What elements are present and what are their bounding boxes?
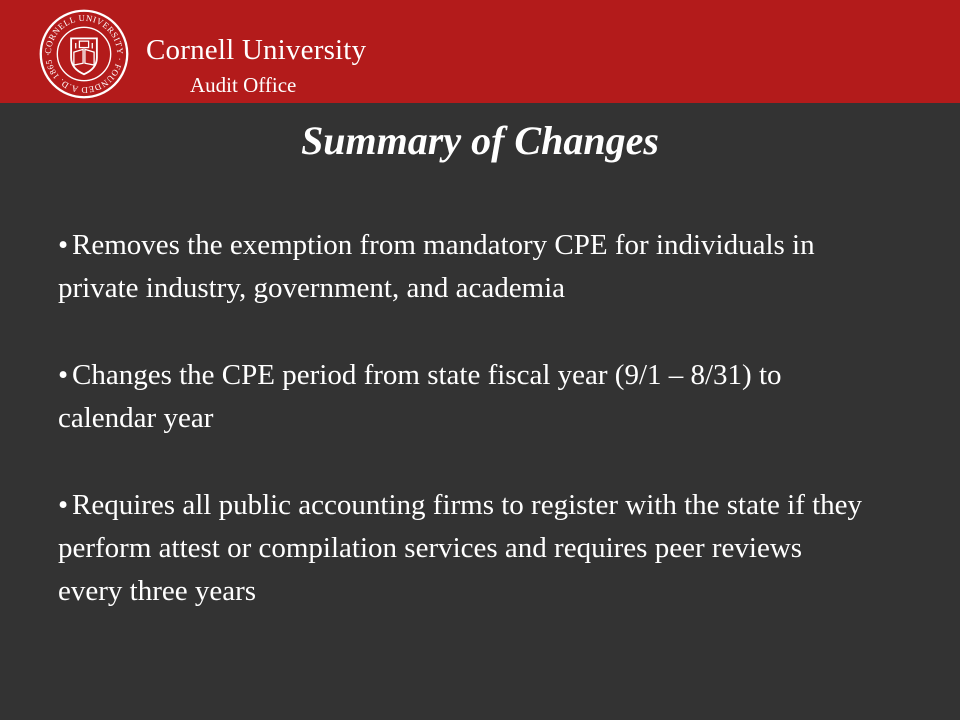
bullet-marker: • — [58, 359, 69, 391]
seal-ring-text: CORNELL UNIVERSITY · FOUNDED A.D. 1865 · — [42, 12, 126, 96]
bullet-item — [58, 224, 868, 310]
bullet-marker: • — [58, 229, 69, 261]
bullet-text: Requires all public accounting firms to register with the state if they perform attest or compilation services and requires peer reviews every three years — [58, 489, 863, 607]
slide-title: Summary of Changes — [301, 118, 659, 163]
institution-name: Cornell University — [146, 34, 367, 66]
bullet-marker: • — [58, 489, 69, 521]
cornell-seal-icon — [38, 8, 130, 100]
header-banner — [0, 0, 960, 103]
bullet-text: Removes the exemption from mandatory CPE for individuals in private industry, government, and academia — [58, 229, 815, 304]
svg-text:CORNELL UNIVERSITY · FOUNDED A — [43, 13, 126, 95]
bullet-text: Changes the CPE period from state fiscal year (9/1 – 8/31) to calendar year — [58, 359, 782, 434]
office-name: Audit Office — [190, 73, 297, 97]
bullet-item — [58, 484, 868, 613]
bullet-item — [58, 354, 868, 440]
bullet-list — [58, 224, 868, 657]
